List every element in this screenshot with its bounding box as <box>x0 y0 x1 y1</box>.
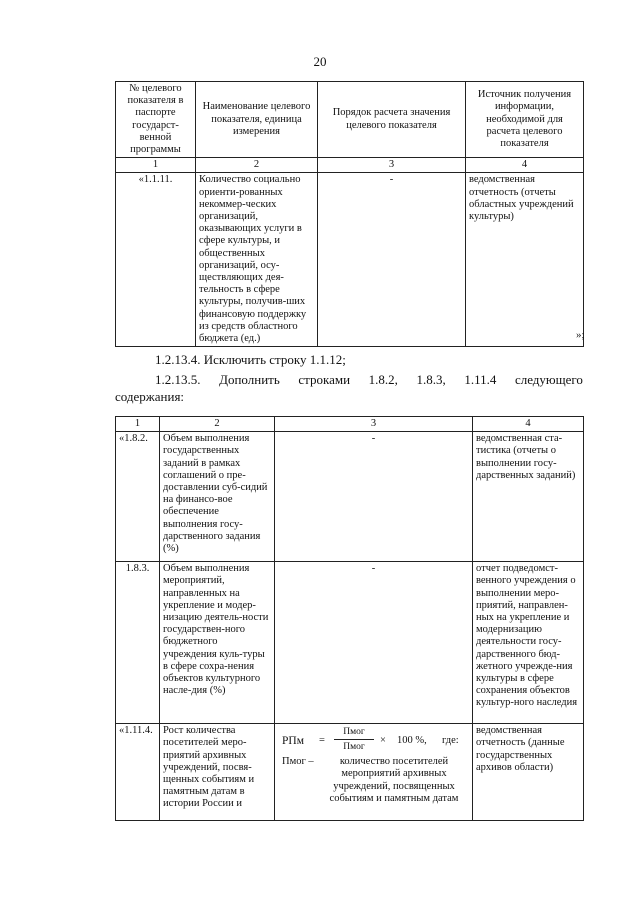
column-number-row <box>116 417 584 432</box>
column-number: 1 <box>116 417 160 432</box>
paragraph-word: 1.8.3, <box>416 372 446 387</box>
column-number: 3 <box>318 158 466 173</box>
row-number: «1.8.2. <box>116 432 160 562</box>
information-source: ведомственная отчетность (данные государственных архивов области) <box>473 724 584 821</box>
indicator-name: Рост количества посетителей меро-приятий архивных учреждений, посвя-щенных событиям и памятным датам в истории России и <box>160 724 275 821</box>
indicator-table-2 <box>115 416 584 821</box>
indicator-name: Объем выполнения государственных заданий в рамках соглашений о пре-доставлении суб-сидий на финансо-вое обеспечение выполнения госу-дарственного задания (%) <box>160 432 275 562</box>
formula-fraction <box>334 726 374 753</box>
information-source: ведомственная ста-тистика (отчеты о выполнении госу-дарственных заданий) <box>473 432 584 562</box>
paragraph-exclude-row: 1.2.13.4. Исключить строку 1.1.12; <box>155 352 346 367</box>
formula-denominator: Пмог <box>343 742 365 753</box>
column-number: 4 <box>466 158 584 173</box>
indicator-name: Количество социально ориенти-рованных некоммер-ческих организаций, оказывающих услуги в сфере культуры, и общественных организаций, осу-ществляющих дея-тельность в сфере культуры, получив-ших финансовую поддержку из средств областного бюджета (ед.) <box>196 173 318 347</box>
header-calculation-method: Порядок расчета значения целевого показателя <box>318 82 466 158</box>
indicator-name: Объем выполнения мероприятий, направленных на укрепление и модер-низацию деятель-ности государствен-ного бюджетного учреждения куль-туры в сфере сохра-нения объектов культурного насле-дия (%) <box>160 562 275 724</box>
column-number: 3 <box>275 417 473 432</box>
page-number: 20 <box>313 54 327 69</box>
table-header-row <box>116 82 584 158</box>
calculation-method <box>275 724 473 821</box>
paragraph-word: 1.2.13.5. <box>155 372 201 387</box>
paragraph-word: 1.8.2, <box>368 372 398 387</box>
table-row <box>116 432 584 562</box>
paragraph-word: строками <box>298 372 351 387</box>
row-number: «1.1.11. <box>116 173 196 347</box>
row-number: «1.11.4. <box>116 724 160 821</box>
formula-percent: 100 %, <box>397 735 427 747</box>
header-indicator-name: Наименование целевого показателя, единица измерения <box>196 82 318 158</box>
formula-where: где: <box>442 735 459 747</box>
column-number: 1 <box>116 158 196 173</box>
row-number: 1.8.3. <box>116 562 160 724</box>
column-number: 2 <box>196 158 318 173</box>
indicator-table-1 <box>115 81 584 347</box>
table-row <box>116 562 584 724</box>
paragraph-word: следующего <box>514 372 583 387</box>
paragraph-continuation: содержания: <box>115 389 185 404</box>
closing-quote: »; <box>576 329 585 341</box>
paragraph-word: Дополнить <box>219 372 280 387</box>
definition-text: количество посетителей мероприятий архивных учреждений, посвященных событиям и памятным датам <box>329 756 459 804</box>
formula <box>278 725 469 819</box>
information-source: отчет подведомст-венного учреждения о выполнении меро-приятий, направлен-ных на укрепление и модернизацию деятельности госу-дарственного бюд-жетного учрежде-ния культуры в сфере сохранения объектов культур-ного наследия <box>473 562 584 724</box>
calculation-method: - <box>275 432 473 562</box>
column-number: 2 <box>160 417 275 432</box>
calculation-method: - <box>275 562 473 724</box>
paragraph-add-rows <box>155 372 583 388</box>
information-source: ведомственная отчетность (отчеты областных учреждений культуры) <box>466 173 584 347</box>
header-indicator-number: № целевого показателя в паспорте государст-венной программы <box>116 82 196 158</box>
table-row <box>116 724 584 821</box>
formula-lhs: РПм <box>282 735 304 748</box>
calculation-method: - <box>318 173 466 347</box>
header-information-source: Источник получения информации, необходимой для расчета целевого показателя <box>466 82 584 158</box>
formula-times: × <box>380 735 386 747</box>
formula-equals: = <box>319 735 325 747</box>
formula-numerator: Пмог <box>334 726 374 740</box>
column-number-row <box>116 158 584 173</box>
column-number: 4 <box>473 417 584 432</box>
table-row <box>116 173 584 347</box>
paragraph-word: 1.11.4 <box>464 372 497 387</box>
definition-term: Пмог – <box>282 756 314 768</box>
